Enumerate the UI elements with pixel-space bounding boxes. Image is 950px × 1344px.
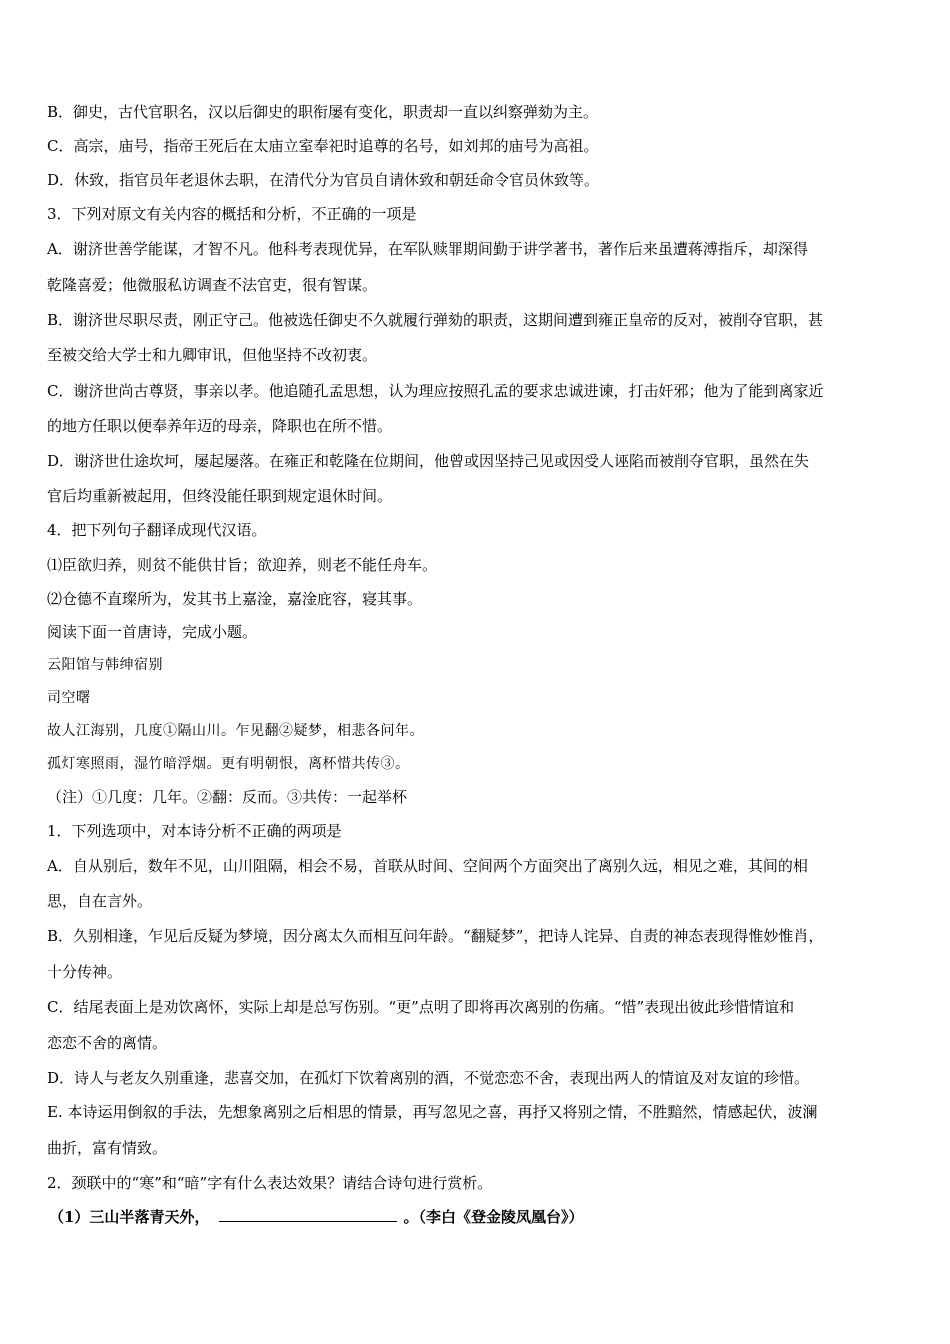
q3-option-b-line1: B．谢济世尽职尽责，刚正守己。他被选任御史不久就履行弹劾的职责，这期间遭到雍正皇帝的反对，被削夺官职，甚	[47, 311, 824, 329]
answer-blank[interactable]	[219, 1207, 397, 1222]
translate-sentence-1: ⑴臣欲归养，则贫不能供甘旨；欲迎养，则老不能任舟车。	[47, 556, 438, 574]
pq1-option-d: D．诗人与老友久别重逢，悲喜交加，在孤灯下饮着离别的酒，不觉恋恋不舍，表现出两人的情谊及对友谊的珍惜。	[47, 1069, 810, 1087]
q3-option-d-line1: D．谢济世仕途坎坷，屡起屡落。在雍正和乾隆在位期间，他曾或因坚持己见或因受人诬陷而被削夺官职，虽然在失	[47, 452, 810, 470]
option-c-gaozong: C．高宗，庙号，指帝王死后在太庙立室奉祀时追尊的名号，如刘邦的庙号为高祖。	[47, 137, 599, 155]
fill-blank-question	[49, 1207, 919, 1227]
q3-option-a-line2: 乾隆喜爱；他微服私访调查不法官吏，很有智谋。	[47, 276, 378, 294]
pq1-option-e-line2: 曲折，富有情致。	[47, 1139, 168, 1157]
option-b-yushi: B．御史，古代官职名，汉以后御史的职衔屡有变化，职责却一直以纠察弹劾为主。	[47, 103, 599, 121]
fill-blank-prefix: （1）三山半落青天外，	[49, 1208, 210, 1226]
q3-option-c-line1: C．谢济世尚古尊贤，事亲以孝。他追随孔孟思想，认为理应按照孔孟的要求忠诚进谏，打击奸邪；他为了能到离家近	[47, 382, 824, 400]
poem-question-1: 1．下列选项中，对本诗分析不正确的两项是	[47, 822, 342, 840]
poem-line-2: 孤灯寒照雨，湿竹暗浮烟。更有明朝恨，离杯惜共传③。	[47, 756, 410, 772]
pq1-option-a-line1: A．自从别后，数年不见，山川阻隔，相会不易，首联从时间、空间两个方面突出了离别久远，相见之难，其间的相	[47, 857, 808, 875]
translate-sentence-2: ⑵仓德不直璨所为，发其书上嘉淦，嘉淦庇容，寝其事。	[47, 590, 423, 608]
pq1-option-e-line1: E. 本诗运用倒叙的手法，先想象离别之后相思的情景，再写忽见之喜，再抒又将别之情，不胜黯然，情感起伏，波澜	[47, 1103, 818, 1121]
option-d-xiuzhi: D．休致，指官员年老退休去职，在清代分为官员自请休致和朝廷命令官员休致等。	[47, 171, 600, 189]
pq1-option-a-line2: 思，自在言外。	[47, 892, 153, 910]
fill-blank-suffix: 。（李白《登金陵凤凰台》）	[403, 1208, 584, 1226]
q3-option-c-line2: 的地方任职以便奉养年迈的母亲，降职也在所不惜。	[47, 417, 393, 435]
q3-option-d-line2: 官后均重新被起用，但终没能任职到规定退休时间。	[47, 487, 393, 505]
pq1-option-b-line1: B．久别相逢，乍见后反疑为梦境，因分离太久而相互问年龄。“翻疑梦”，把诗人诧异、自责的神态表现得惟妙惟肖，	[47, 927, 824, 945]
q3-option-a-line1: A．谢济世善学能谋，才智不凡。他科考表现优异，在军队赎罪期间勤于讲学著书，著作后来虽遭蒋溥指斥，却深得	[47, 240, 808, 258]
question-3: 3．下列对原文有关内容的概括和分析，不正确的一项是	[47, 205, 417, 223]
poem-title: 云阳馆与韩绅宿别	[47, 657, 163, 673]
poem-notes: （注）①几度：几年。②翻：反而。③共传：一起举杯	[47, 788, 408, 806]
pq1-option-b-line2: 十分传神。	[47, 963, 123, 981]
question-4: 4．把下列句子翻译成现代汉语。	[47, 521, 267, 539]
q3-option-b-line2: 至被交给大学士和九卿审讯，但他坚持不改初衷。	[47, 346, 378, 364]
poem-question-2: 2．颈联中的“寒”和“暗”字有什么表达效果？请结合诗句进行赏析。	[47, 1174, 493, 1192]
poem-author: 司空曙	[47, 690, 91, 706]
poem-instruction: 阅读下面一首唐诗，完成小题。	[47, 623, 258, 641]
pq1-option-c-line2: 恋恋不舍的离情。	[47, 1034, 168, 1052]
poem-line-1: 故人江海别，几度①隔山川。乍见翻②疑梦，相悲各问年。	[47, 723, 424, 739]
pq1-option-c-line1: C．结尾表面上是劝饮离怀，实际上却是总写伤别。“更”点明了即将再次离别的伤痛。“惜”表现出彼此珍惜情谊和	[47, 998, 795, 1016]
